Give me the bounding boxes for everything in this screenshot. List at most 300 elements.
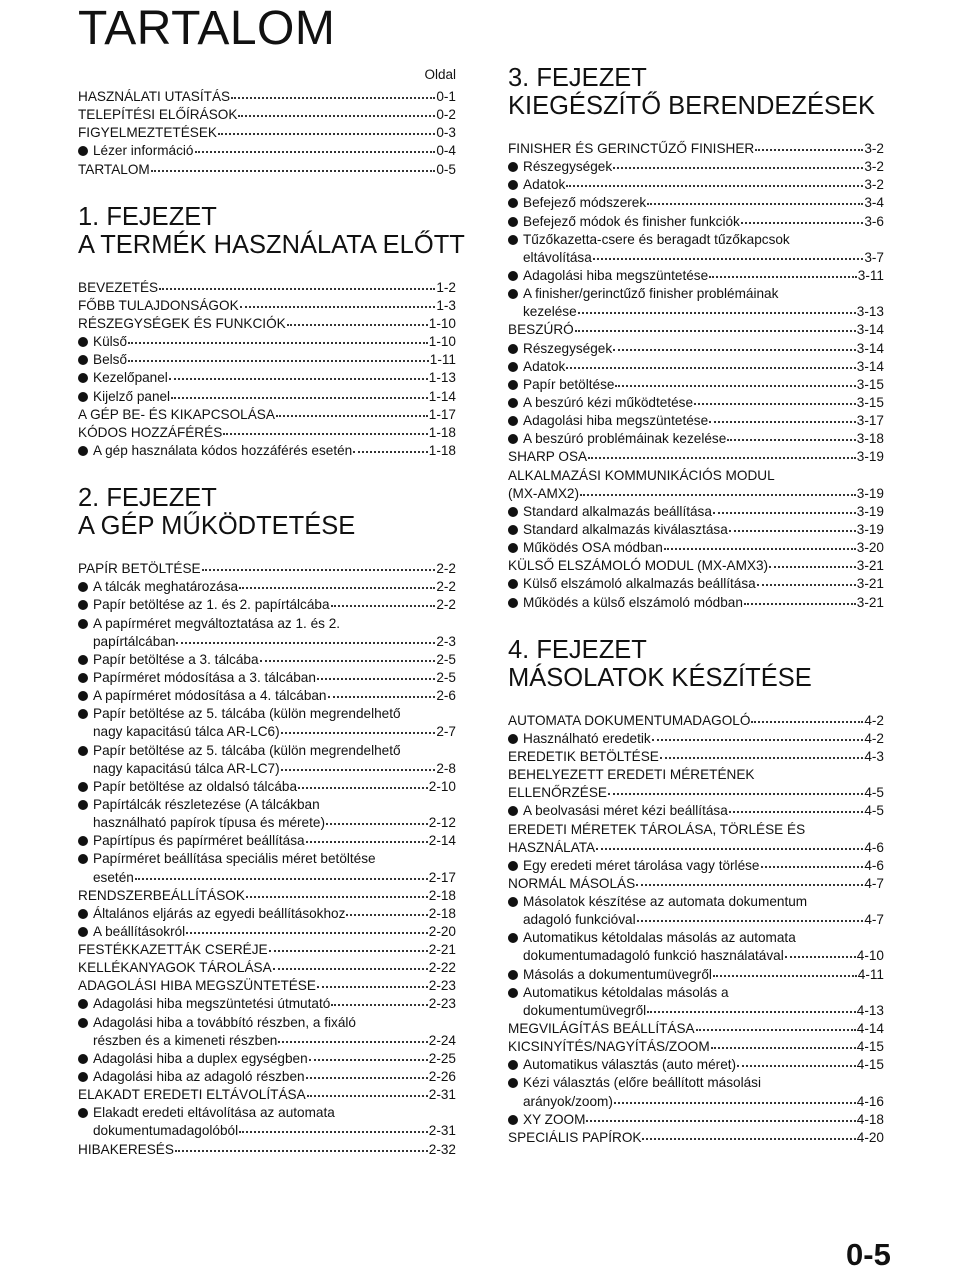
dot-leader [711, 1037, 856, 1049]
toc-entry-text: A beolvasási méret kézi beállítása [523, 803, 728, 819]
dot-leader [331, 595, 436, 607]
toc-page-number: 2-12 [428, 815, 456, 831]
toc-entry-text: Papír betöltése az oldalsó tálcába [93, 778, 298, 794]
toc-page-number: 3-21 [856, 576, 884, 592]
bullet-icon [508, 398, 518, 408]
toc-subentry[interactable] [508, 340, 884, 358]
toc-entry-text: Befejező módszerek [523, 195, 647, 211]
toc-subentry[interactable] [78, 1122, 456, 1140]
toc-entry-text-line [508, 929, 884, 947]
toc-subentry[interactable] [508, 1056, 884, 1074]
dot-leader [744, 593, 856, 605]
toc-entry-text: HIBAKERESÉS [78, 1141, 174, 1157]
toc-entry[interactable] [78, 1086, 456, 1104]
toc-entry-text-line [508, 467, 884, 485]
toc-entry-text: NORMÁL MÁSOLÁS [508, 875, 636, 891]
bullet-icon [78, 836, 88, 846]
toc-entry-text-line [78, 796, 456, 814]
bullet-icon [508, 507, 518, 517]
toc-subentry[interactable] [508, 1093, 884, 1111]
toc-entry-text: SPECIÁLIS PAPÍROK [508, 1129, 642, 1145]
toc-subentry[interactable] [508, 730, 884, 748]
chapter-heading [78, 484, 456, 540]
dot-leader [757, 574, 856, 586]
toc-page-number: 3-14 [856, 340, 884, 356]
dot-leader [287, 314, 428, 326]
bullet-icon [508, 1078, 518, 1088]
toc-subentry[interactable] [508, 249, 884, 267]
toc-page-number: 2-23 [428, 996, 456, 1012]
toc-entry[interactable] [78, 941, 456, 959]
chapter-number: 3. FEJEZET [508, 64, 647, 92]
toc-page-number: 4-5 [864, 785, 884, 801]
toc-page-number: 4-13 [856, 1002, 884, 1018]
toc-subentry[interactable] [78, 351, 456, 369]
bullet-icon [78, 355, 88, 365]
toc-entry-text: HASZNÁLATI UTASÍTÁS [78, 89, 231, 104]
toc-entry-text: Adagolási hiba megszüntetése [523, 267, 709, 283]
toc-subentry[interactable] [78, 596, 456, 614]
toc-entry-text: Működés OSA módban [523, 540, 663, 556]
toc-entry-text: Kezelőpanel [93, 370, 168, 386]
toc-subentry[interactable] [78, 388, 456, 406]
toc-subentry[interactable] [78, 814, 456, 832]
toc-page-number: 0-2 [436, 107, 456, 123]
toc-subentry[interactable] [508, 539, 884, 557]
toc-entry-text: KELLÉKANYAGOK TÁROLÁSA [78, 960, 272, 976]
dot-leader [276, 405, 428, 417]
dot-leader [186, 922, 428, 934]
toc-page-number: 2-32 [428, 1141, 456, 1157]
dot-leader [309, 1049, 428, 1061]
dot-leader [278, 1031, 427, 1043]
dot-leader [269, 940, 428, 952]
toc-entry[interactable] [78, 1141, 456, 1159]
toc-entry-text: Standard alkalmazás beállítása [523, 503, 712, 519]
toc-column-right [508, 62, 884, 1147]
dot-leader [159, 278, 435, 290]
dot-leader [231, 87, 435, 99]
toc-entry-text: MEGVILÁGÍTÁS BEÁLLÍTÁSA [508, 1021, 695, 1037]
toc-entry-text: Automatikus választás (auto méret) [523, 1057, 737, 1073]
dot-leader [328, 686, 436, 698]
dot-leader [694, 393, 856, 405]
dot-leader [580, 484, 856, 496]
toc-entry-text: dokumentumadagoló funkció használatával [523, 948, 784, 964]
toc-entry-text: Külső elszámoló alkalmazás beállítása [523, 576, 756, 592]
dot-leader [128, 332, 428, 344]
toc-entry-text: FIGYELMEZTETÉSEK [78, 125, 217, 141]
toc-entry[interactable] [508, 712, 884, 730]
toc-subentry[interactable] [78, 995, 456, 1013]
toc-entry-text: Automatikus kétoldalas másolás az automata [523, 930, 796, 946]
toc-entry-text: A beszúró problémáinak kezelése [523, 431, 727, 447]
toc-entry[interactable] [508, 748, 884, 766]
toc-subentry[interactable] [508, 394, 884, 412]
dot-leader [755, 139, 863, 151]
toc-page-number: 2-23 [428, 978, 456, 994]
toc-page-number: 3-19 [856, 485, 884, 501]
dot-leader [596, 838, 863, 850]
toc-page-number: 2-3 [436, 633, 456, 649]
toc-page-number: 2-22 [428, 960, 456, 976]
toc-entry-text: KICSINYÍTÉS/NAGYÍTÁS/ZOOM [508, 1039, 710, 1055]
dot-leader [176, 632, 435, 644]
toc-subentry[interactable] [508, 575, 884, 593]
toc-subentry[interactable] [78, 633, 456, 651]
bullet-icon [78, 146, 88, 156]
toc-subentry[interactable] [78, 1050, 456, 1068]
toc-page-number: 3-18 [856, 431, 884, 447]
toc-page-number: 4-7 [864, 912, 884, 928]
bullet-icon [508, 806, 518, 816]
toc-entry-text: Részegységek [523, 159, 613, 175]
toc-page-number: 4-6 [864, 857, 884, 873]
toc-subentry[interactable] [508, 911, 884, 929]
toc-entry-text: ADAGOLÁSI HIBA MEGSZÜNTETÉSE [78, 978, 316, 994]
toc-page-number: 1-10 [428, 315, 456, 331]
toc-page-number: 1-14 [428, 388, 456, 404]
bullet-icon [508, 598, 518, 608]
dot-leader [729, 801, 864, 813]
toc-entry-text: KÓDOS HOZZÁFÉRÉS [78, 424, 223, 440]
toc-entry-text-line [508, 984, 884, 1002]
bullet-icon [78, 655, 88, 665]
toc-page-number: 1-3 [436, 297, 456, 313]
dot-leader [195, 141, 436, 153]
toc-subentry[interactable] [508, 1002, 884, 1020]
toc-subentry[interactable] [78, 923, 456, 941]
toc-page-number: 3-14 [856, 358, 884, 374]
toc-entry[interactable] [78, 279, 456, 297]
toc-page-number: 4-15 [856, 1039, 884, 1055]
dot-leader [709, 266, 857, 278]
toc-subentry[interactable] [508, 594, 884, 612]
toc-page-number: 3-2 [864, 159, 884, 175]
dot-leader [664, 538, 856, 550]
toc-entry-text: ALKALMAZÁSI KOMMUNIKÁCIÓS MODUL [508, 467, 775, 483]
dot-leader [238, 105, 435, 117]
toc-page-number: 4-6 [864, 839, 884, 855]
toc-entry-text: BESZÚRÓ [508, 322, 574, 338]
toc-page-number: 2-26 [428, 1069, 456, 1085]
toc-page-number: 2-5 [436, 651, 456, 667]
toc-page-number: 3-19 [856, 521, 884, 537]
bullet-icon [78, 927, 88, 937]
toc-entry-text: TELEPÍTÉSI ELŐÍRÁSOK [78, 107, 238, 123]
toc-page-number: 2-8 [436, 760, 456, 776]
toc-entry-text: Adatok [523, 358, 566, 374]
dot-leader [171, 387, 428, 399]
dot-leader [709, 411, 856, 423]
bullet-icon [78, 782, 88, 792]
toc-subentry[interactable] [508, 358, 884, 376]
chapter-title: A TERMÉK HASZNÁLATA ELŐTT [78, 230, 465, 259]
toc-entry-text-line [508, 821, 884, 839]
toc-entry-text: papírtálcában [93, 633, 176, 649]
dot-leader [637, 910, 864, 922]
toc-entry[interactable] [508, 485, 884, 503]
toc-subentry[interactable] [78, 578, 456, 596]
toc-entry-text: Tűzőkazetta-csere és beragadt tűzőkapcsok [523, 231, 790, 247]
toc-subentry[interactable] [78, 669, 456, 687]
toc-subentry[interactable] [508, 802, 884, 820]
bullet-icon [78, 1054, 88, 1064]
dot-leader [202, 559, 436, 571]
toc-entry-text: Adagolási hiba megszüntetése [523, 413, 709, 429]
dot-leader [613, 157, 863, 169]
dot-leader [223, 423, 428, 435]
bullet-icon [78, 800, 88, 810]
toc-entry-text: Papír betöltése az 5. tálcába (külön megrendelhető [93, 742, 401, 758]
toc-page-number: 2-25 [428, 1050, 456, 1066]
toc-subentry[interactable] [78, 442, 456, 460]
chapter-heading [508, 64, 884, 120]
toc-subentry[interactable] [78, 142, 456, 160]
toc-page-number: 2-2 [436, 579, 456, 595]
chapter-heading [78, 202, 465, 259]
toc-page-number: 1-18 [428, 442, 456, 458]
bullet-icon [508, 344, 518, 354]
dot-leader [151, 160, 436, 172]
toc-subentry[interactable] [508, 857, 884, 875]
toc-subentry[interactable] [508, 267, 884, 285]
toc-entry-text: Kijelző panel [93, 388, 171, 404]
toc-entry-text: ELLENŐRZÉSE [508, 785, 607, 801]
toc-subentry[interactable] [78, 333, 456, 351]
bullet-icon [78, 1072, 88, 1082]
toc-entry-text: BEHELYEZETT EREDETI MÉRETÉNEK [508, 767, 755, 783]
toc-entry-text: részben és a kimeneti részben [93, 1032, 278, 1048]
toc-entry[interactable] [78, 424, 456, 442]
toc-entry-text: Papírméret beállítása speciális méret betöltése [93, 851, 376, 867]
toc-entry[interactable] [508, 1129, 884, 1147]
dot-leader [307, 1085, 428, 1097]
toc-entry[interactable] [78, 959, 456, 977]
toc-subentry[interactable] [508, 503, 884, 521]
bullet-icon [508, 434, 518, 444]
toc-page-number: 1-17 [428, 406, 456, 422]
toc-subentry[interactable] [508, 158, 884, 176]
dot-leader [128, 350, 429, 362]
bullet-icon [78, 909, 88, 919]
toc-page-number: 3-14 [856, 322, 884, 338]
dot-leader [281, 722, 436, 734]
toc-subentry[interactable] [78, 1032, 456, 1050]
toc-entry[interactable] [78, 977, 456, 995]
chapter-title: A GÉP MŰKÖDTETÉSE [78, 512, 356, 541]
toc-entry-text: Papír betöltése a 3. tálcába [93, 651, 259, 667]
toc-subentry[interactable] [78, 905, 456, 923]
toc-subentry[interactable] [78, 687, 456, 705]
toc-page-number: 2-14 [428, 833, 456, 849]
toc-page-number: 3-15 [856, 394, 884, 410]
dot-leader [578, 302, 856, 314]
dot-leader [608, 783, 863, 795]
toc-subentry[interactable] [508, 194, 884, 212]
toc-entry-text: Részegységek [523, 340, 613, 356]
toc-subentry[interactable] [508, 176, 884, 194]
dot-leader [218, 123, 435, 135]
toc-page-number: 3-7 [864, 249, 884, 265]
toc-entry-text-line [508, 766, 884, 784]
toc-entry-text: FESTÉKKAZETTÁK CSERÉJE [78, 942, 268, 958]
toc-subentry[interactable] [78, 760, 456, 778]
toc-entry[interactable] [508, 321, 884, 339]
bullet-icon [508, 988, 518, 998]
toc-entry-text-line [78, 1014, 456, 1032]
toc-entry-text: Lézer információ [93, 143, 194, 159]
toc-subentry[interactable] [508, 412, 884, 430]
dot-leader [785, 946, 856, 958]
toc-entry-text: Adagolási hiba megszüntetési útmutató [93, 996, 331, 1012]
bullet-icon [508, 162, 518, 172]
toc-subentry[interactable] [78, 1068, 456, 1086]
toc-entry[interactable] [78, 406, 456, 424]
bullet-icon [78, 600, 88, 610]
toc-subentry[interactable] [508, 521, 884, 539]
dot-leader [353, 441, 428, 453]
toc-page-number: 3-2 [864, 141, 884, 156]
dot-leader [317, 668, 435, 680]
toc-entry-text: FINISHER ÉS GERINCTŰZŐ FINISHER [508, 141, 755, 156]
toc-subentry[interactable] [508, 213, 884, 231]
bullet-icon [508, 217, 518, 227]
toc-entry[interactable] [78, 315, 456, 333]
toc-entry-text: Papírméret módosítása a 3. tálcában [93, 669, 316, 685]
toc-entry-text: KÜLSŐ ELSZÁMOLÓ MODUL (MX-AMX3) [508, 558, 769, 574]
toc-entry[interactable] [78, 887, 456, 905]
toc-section [78, 88, 456, 179]
dot-leader [566, 175, 863, 187]
toc-entry[interactable] [78, 88, 456, 106]
toc-subentry[interactable] [78, 723, 456, 741]
toc-page-number: 2-31 [428, 1087, 456, 1103]
toc-subentry[interactable] [508, 303, 884, 321]
bullet-icon [508, 180, 518, 190]
toc-entry[interactable] [78, 161, 456, 179]
chapter-title: KIEGÉSZÍTŐ BERENDEZÉSEK [508, 92, 875, 120]
dot-leader [317, 976, 428, 988]
toc-page-number: 0-5 [436, 161, 456, 177]
dot-leader [346, 904, 427, 916]
toc-entry-text: A gép használata kódos hozzáférés esetén [93, 442, 353, 458]
dot-leader [737, 1055, 856, 1067]
toc-entry[interactable] [508, 875, 884, 893]
toc-entry-text-line [508, 231, 884, 249]
bullet-icon [508, 362, 518, 372]
toc-page-number: 2-20 [428, 923, 456, 939]
toc-page-number: 4-10 [856, 948, 884, 964]
toc-subentry[interactable] [78, 651, 456, 669]
toc-page-number: 0-1 [436, 89, 456, 104]
dot-leader [175, 1140, 428, 1152]
toc-page-number: 4-11 [857, 966, 884, 982]
dot-leader [239, 1121, 428, 1133]
toc-entry[interactable] [78, 124, 456, 142]
toc-entry-text-line [78, 742, 456, 760]
toc-entry[interactable] [508, 1038, 884, 1056]
toc-entry[interactable] [78, 297, 456, 315]
toc-page-number: 3-15 [856, 376, 884, 392]
dot-leader [615, 375, 855, 387]
toc-page-number: 1-18 [428, 424, 456, 440]
dot-leader [761, 856, 864, 868]
toc-entry[interactable] [78, 560, 456, 578]
toc-column-left [78, 62, 465, 1159]
toc-entry[interactable] [508, 448, 884, 466]
toc-page-number: 3-21 [856, 594, 884, 610]
toc-page-number: 2-10 [428, 778, 456, 794]
toc-entry[interactable] [508, 784, 884, 802]
toc-entry-text-line [78, 1104, 456, 1122]
toc-entry-text: RÉSZEGYSÉGEK ÉS FUNKCIÓK [78, 315, 286, 331]
toc-entry-text: XY ZOOM [523, 1111, 586, 1127]
toc-page-number: 1-13 [428, 370, 456, 386]
dot-leader [306, 1067, 428, 1079]
toc-subentry[interactable] [78, 778, 456, 796]
toc-page-number: 3-17 [856, 413, 884, 429]
toc-entry-text: BEVEZETÉS [78, 279, 159, 295]
dot-leader [647, 193, 863, 205]
toc-entry[interactable] [508, 1020, 884, 1038]
toc-page-number: 1-10 [428, 334, 456, 350]
toc-page-number: 3-13 [856, 304, 884, 320]
dot-leader [135, 868, 428, 880]
toc-entry-text: Belső [93, 352, 128, 368]
toc-entry-text: kezelése [523, 304, 577, 320]
dot-leader [642, 1128, 855, 1140]
toc-entry[interactable] [78, 106, 456, 124]
toc-subentry[interactable] [508, 1111, 884, 1129]
toc-entry-text: EREDETI MÉRETEK TÁROLÁSA, TÖRLÉSE ÉS [508, 821, 806, 837]
toc-subentry[interactable] [508, 430, 884, 448]
dot-leader [727, 429, 856, 441]
toc-entry-text: Papír betöltése az 5. tálcába (külön megrendelhető [93, 706, 401, 722]
dot-leader [588, 447, 856, 459]
toc-page-number: 4-2 [864, 730, 884, 746]
toc-subentry[interactable] [508, 947, 884, 965]
chapter-number: 1. FEJEZET [78, 202, 217, 231]
toc-entry-text: Papírtípus és papírméret beállítása [93, 833, 305, 849]
toc-subentry[interactable] [78, 869, 456, 887]
toc-entry[interactable] [508, 839, 884, 857]
toc-entry-text: A GÉP BE- ÉS KIKAPCSOLÁSA [78, 406, 275, 422]
bullet-icon [508, 416, 518, 426]
toc-entry[interactable] [508, 557, 884, 575]
toc-entry-text: (MX-AMX2) [508, 485, 579, 501]
toc-entry-text: Adagolási hiba az adagoló részben [93, 1069, 305, 1085]
toc-subentry[interactable] [78, 832, 456, 850]
toc-subentry[interactable] [508, 376, 884, 394]
toc-entry-text: Elakadt eredeti eltávolítása az automata [93, 1105, 335, 1121]
toc-subentry[interactable] [78, 369, 456, 387]
bullet-icon [78, 854, 88, 864]
toc-subentry[interactable] [508, 966, 884, 984]
dot-leader [586, 1110, 855, 1122]
dot-leader [696, 1019, 856, 1031]
toc-section [78, 560, 456, 1159]
toc-entry-text: arányok/zoom) [523, 1093, 613, 1109]
dot-leader [636, 874, 863, 886]
toc-entry[interactable] [508, 140, 884, 158]
bullet-icon [78, 1108, 88, 1118]
toc-page-number: 1-2 [436, 279, 456, 295]
toc-entry-text: RENDSZERBEÁLLÍTÁSOK [78, 887, 245, 903]
toc-page-number: 2-2 [436, 561, 456, 577]
toc-page-number: 2-18 [428, 887, 456, 903]
dot-leader [326, 813, 428, 825]
